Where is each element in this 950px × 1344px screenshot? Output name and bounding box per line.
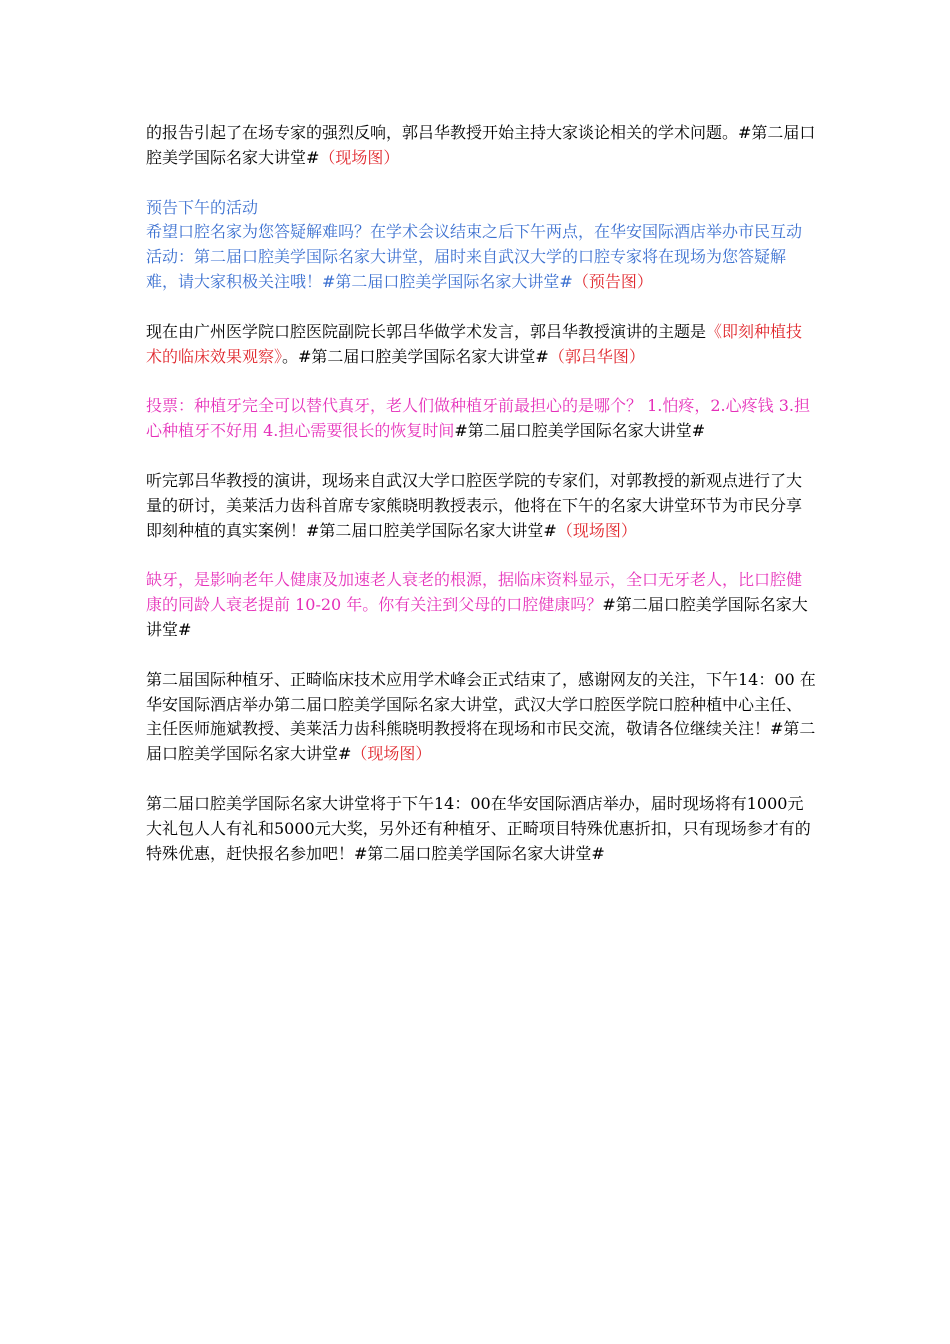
paragraph-afternoon-preview — [146, 196, 816, 295]
paragraph-discussion — [146, 469, 816, 543]
vote-text: 投票：种植牙完全可以替代真牙，老人们做种植牙前最担心的是哪个？ 1.怕疼，2.心疼钱 3.担心种植牙不好用 4.担心需要很长的恢复时间 — [146, 396, 810, 441]
paragraph-text: 现在由广州医学院口腔医院副院长郭吕华做学术发言，郭吕华教授演讲的主题是 — [146, 321, 707, 341]
document-body — [146, 121, 816, 891]
paragraph-event-offer — [146, 792, 816, 866]
paragraph-missing-teeth — [146, 568, 816, 642]
paragraph-summit-end — [146, 668, 816, 767]
image-caption-guo: （郭吕华图） — [548, 346, 645, 366]
image-caption-live: （现场图） — [556, 520, 637, 540]
paragraph-text: 第二届国际种植牙、正畸临床技术应用学术峰会正式结束了，感谢网友的关注，下午14：00 在华安国际酒店举办第二届口腔美学国际名家大讲堂，武汉大学口腔医学院口腔种植中心主任、主任医师施斌教授、美莱活力齿科熊晓明教授将在现场和市民交流，敬请各位继续关注！#第二届口腔美学国际名家大讲堂# — [146, 669, 816, 764]
paragraph-text: 的报告引起了在场专家的强烈反响，郭吕华教授开始主持大家谈论相关的学术问题。#第二届口腔美学国际名家大讲堂# — [146, 123, 816, 167]
paragraph-report-response — [146, 121, 816, 171]
image-caption-live: （现场图） — [319, 147, 400, 167]
hashtag: #第二届口腔美学国际名家大讲堂# — [146, 595, 808, 639]
image-caption-preview: （预告图） — [572, 271, 653, 291]
paragraph-text: 希望口腔名家为您答疑解难吗？在学术会议结束之后下午两点，在华安国际酒店举办市民互动活动：第二届口腔美学国际名家大讲堂，届时来自武汉大学的口腔专家将在现场为您答疑解难，请大家积极关注哦！#第二届口腔美学国际名家大讲堂# — [146, 222, 803, 291]
paragraph-text: 第二届口腔美学国际名家大讲堂将于下午14：00在华安国际酒店举办，届时现场将有1000元大礼包人人有礼和5000元大奖，另外还有种植牙、正畸项目特殊优惠折扣，只有现场参才有的特殊优惠，赶快报名参加吧！#第二届口腔美学国际名家大讲堂# — [146, 793, 811, 863]
paragraph-vote — [146, 394, 816, 444]
paragraph-text: 。#第二届口腔美学国际名家大讲堂# — [282, 346, 549, 366]
section-heading: 预告下午的活动 — [146, 197, 259, 217]
paragraph-guo-speech — [146, 320, 816, 370]
paragraph-text: 听完郭吕华教授的演讲，现场来自武汉大学口腔医学院的专家们，对郭教授的新观点进行了大量的研讨，美莱活力齿科首席专家熊晓明教授表示，他将在下午的名家大讲堂环节为市民分享即刻种植的真实案例！#第二届口腔美学国际名家大讲堂# — [146, 470, 803, 540]
speech-title: 《即刻种植技术的临床效果观察》 — [146, 321, 803, 366]
highlight-text: 缺牙，是影响老年人健康及加速老人衰老的根源，据临床资料显示，全口无牙老人，比口腔健康的同龄人衰老提前 10-20 年。你有关注到父母的口腔健康吗？ — [146, 570, 803, 615]
hashtag: #第二届口腔美学国际名家大讲堂# — [454, 421, 706, 441]
image-caption-live: （现场图） — [351, 744, 432, 764]
